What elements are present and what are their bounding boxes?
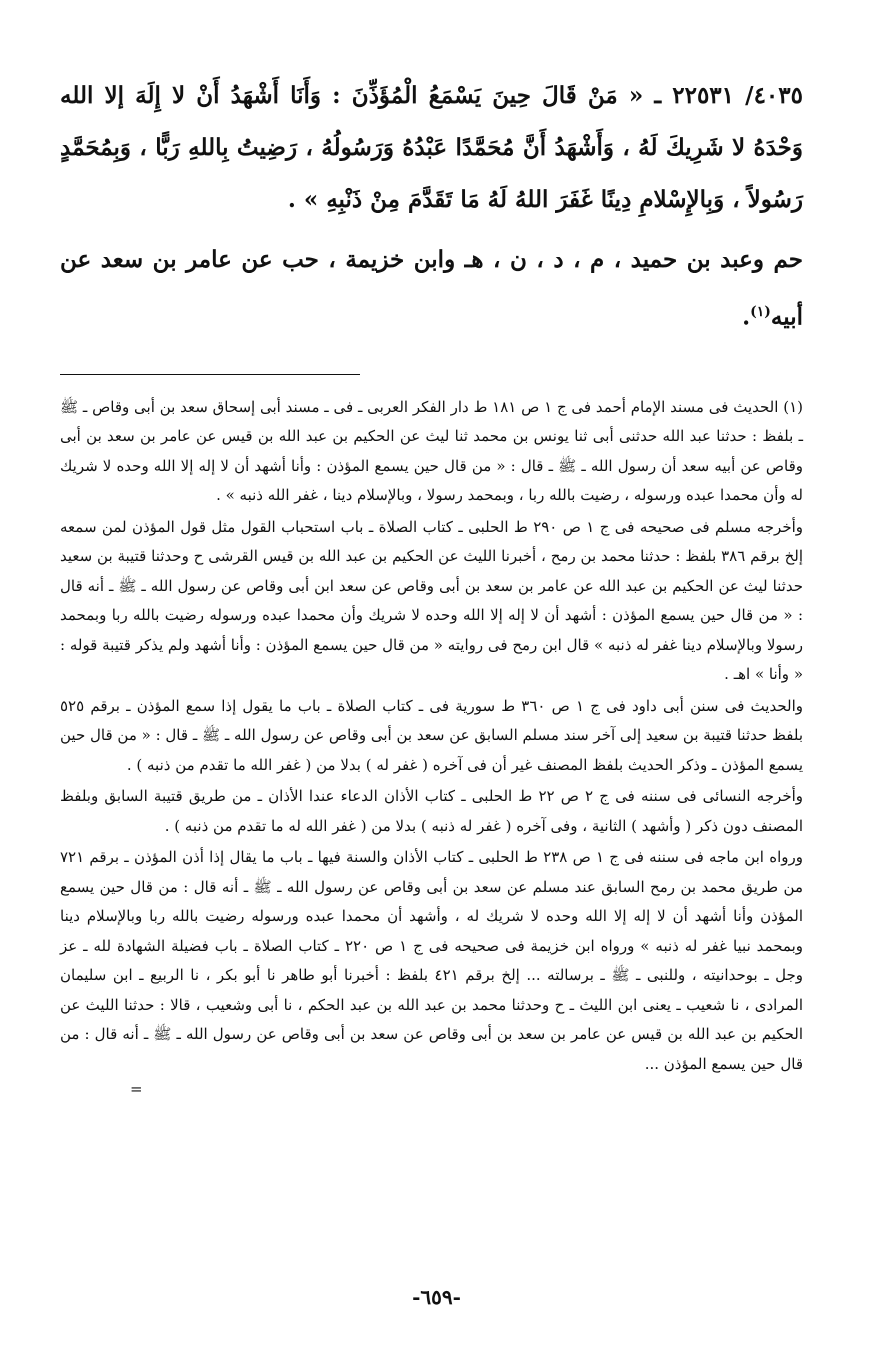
continuation-mark: = (130, 1080, 143, 1099)
footnote-paragraph: (١) الحديث فى مسند الإمام أحمد فى ج ١ ص ١٨١ ط دار الفكر العربى ـ فى ـ مسند أبى إسحاق سعد بن أبى وقاص ـ ﷺ ـ بلفظ : حدثنا عبد الله حدثنى أبى ثنا يونس بن محمد ثنا ليث عن الحكيم بن عبد الله بن قيس عن عامر بن سعد بن أبى وقاص عن أبيه سعد أن رسول الله ـ ﷺ ـ قال : « من قال حين يسمع المؤذن : وأنا أشهد أن لا إله إلا الله وحده لا شريك له وأن محمدا عبده ورسوله ، رضيت بالله ربا ، وبمحمد رسولا ، وبالإسلام دينا ، غفر الله ذنبه » . (60, 397, 803, 505)
sources-text: حم وعبد بن حميد ، م ، د ، ن ، هـ وابن خزيمة ، حب عن عامر بن سعد عن أبيه (60, 246, 803, 331)
footnote-ref[interactable]: (١) (750, 304, 771, 320)
footnote-paragraph: وأخرجه مسلم فى صحيحه فى ج ١ ص ٢٩٠ ط الحلبى ـ كتاب الصلاة ـ باب استحباب القول مثل قول المؤذن لمن سمعه إلخ برقم ٣٨٦ بلفظ : حدثنا محمد بن رمح ، أخبرنا الليث عن الحكيم بن عبد الله بن قيس القرشى ح وحدثنا قتيبة بن سعيد حدثنا ليث عن الحكيم بن عبد الله عن عامر بن سعد بن أبى وقاص عن سعد ابن أبى وقاص عن رسول الله ـ ﷺ ـ أنه قال : « من قال حين يسمع المؤذن : أشهد أن لا إله إلا الله وحده لا شريك وأن محمدا عبده ورسوله رضيت بالله ربا وبمحمد رسولا وبالإسلام دينا غفر له ذنبه » قال ابن رمح فى روايته « من قال حين يسمع المؤذن : وأنا أشهد ولم يذكر قتيبة قوله : « وأنا » اهـ . (60, 517, 804, 684)
footnote-paragraph: والحديث فى سنن أبى داود فى ج ١ ص ٣٦٠ ط سورية فى ـ كتاب الصلاة ـ باب ما يقول إذا سمع المؤذن ـ برقم ٥٢٥ بلفظ حدثنا قتيبة بن سعيد إلى آخر سند مسلم السابق عن سعد بن أبى وقاص عن رسول الله ـ ﷺ ـ قال : « من قال حين يسمع المؤذن ـ وذكر الحديث بلفظ المصنف غير أن فى آخره ( غفر له ) بدلا من ( غفر الله ما تقدم من ذنبه ) . (60, 696, 804, 774)
footnote-divider (60, 356, 803, 385)
footnote-paragraph: وأخرجه النسائى فى سننه فى ج ٢ ص ٢٢ ط الحلبى ـ كتاب الأذان الدعاء عندا الأذان ـ من طريق قتيبة السابق وبلفظ المصنف دون ذكر ( وأشهد ) الثانية ، وفى آخره ( غفر له ذنبه ) بدلا من ( غفر الله له ما تقدم من ذنبه ) . (60, 787, 803, 835)
footnote-paragraph: ورواه ابن ماجه فى سننه فى ج ١ ص ٢٣٨ ط الحلبى ـ كتاب الأذان والسنة فيها ـ باب ما يقال إذا أذن المؤذن ـ برقم ٧٢١ من طريق محمد بن رمح السابق عند مسلم عن سعد بن أبى وقاص عن رسول الله ـ ﷺ ـ أنه قال : من قال حين يسمع المؤذن وأنا أشهد أن لا إله إلا الله وحده لا شريك له ، وأشهد أن محمدا عبده ورسوله رضيت بالله ربا وبالإسلام دينا وبمحمد نبيا غفر له ذنبه » ورواه ابن خزيمة فى صحيحه فى ج ١ ص ٢٢٠ ـ كتاب الصلاة ـ باب فضيلة الشهادة لله ـ عز وجل ـ بوحدانيته ، وللنبى ـ ﷺ ـ برسالته ... إلخ برقم ٤٢١ بلفظ : أخبرنا أبو طاهر نا أبو بكر ، نا الربيع ـ ابن سليمان المرادى ، نا شعيب ـ يعنى ابن الليث ـ ح وحدثنا محمد بن عبد الله بن عبد الحكم ، نا أبى وشعيب ، قالا : حدثنا الليث عن الحكيم بن عبد الله بن قيس عن عامر بن سعد بن أبى وقاص عن سعد بن أبى وقاص عن رسول الله ـ ﷺ ـ أنه قال : من قال حين يسمع المؤذن ... (60, 848, 804, 1073)
hadith-text: ٤٠٣٥/ ٢٢٥٣١ ـ « مَنْ قَالَ حِينَ يَسْمَعُ الْمُؤَذِّنَ : وَأَنَا أَشْهَدُ أَنْ لا إِلَهَ إلا الله وَحْدَهُ لا شَرِيكَ لَهُ ، وَأَشْهَدُ أَنَّ مُحَمَّدًا عَبْدُهُ وَرَسُولُهُ ، رَضِيتُ بِاللهِ رَبًّا ، وَبِمُحَمَّدٍ رَسُولاً ، وَبِالإِسْلامِ دِينًا غَفَرَ اللهُ لَهُ مَا تَقَدَّمَ مِنْ ذَنْبِهِ » . (60, 82, 803, 213)
page-number: -٦٥٩- (412, 1285, 461, 1309)
footnotes (60, 393, 803, 1098)
sources-end: . (742, 303, 751, 331)
main-text (60, 70, 803, 344)
page-content (60, 70, 803, 1097)
hadith-sources (60, 234, 803, 344)
